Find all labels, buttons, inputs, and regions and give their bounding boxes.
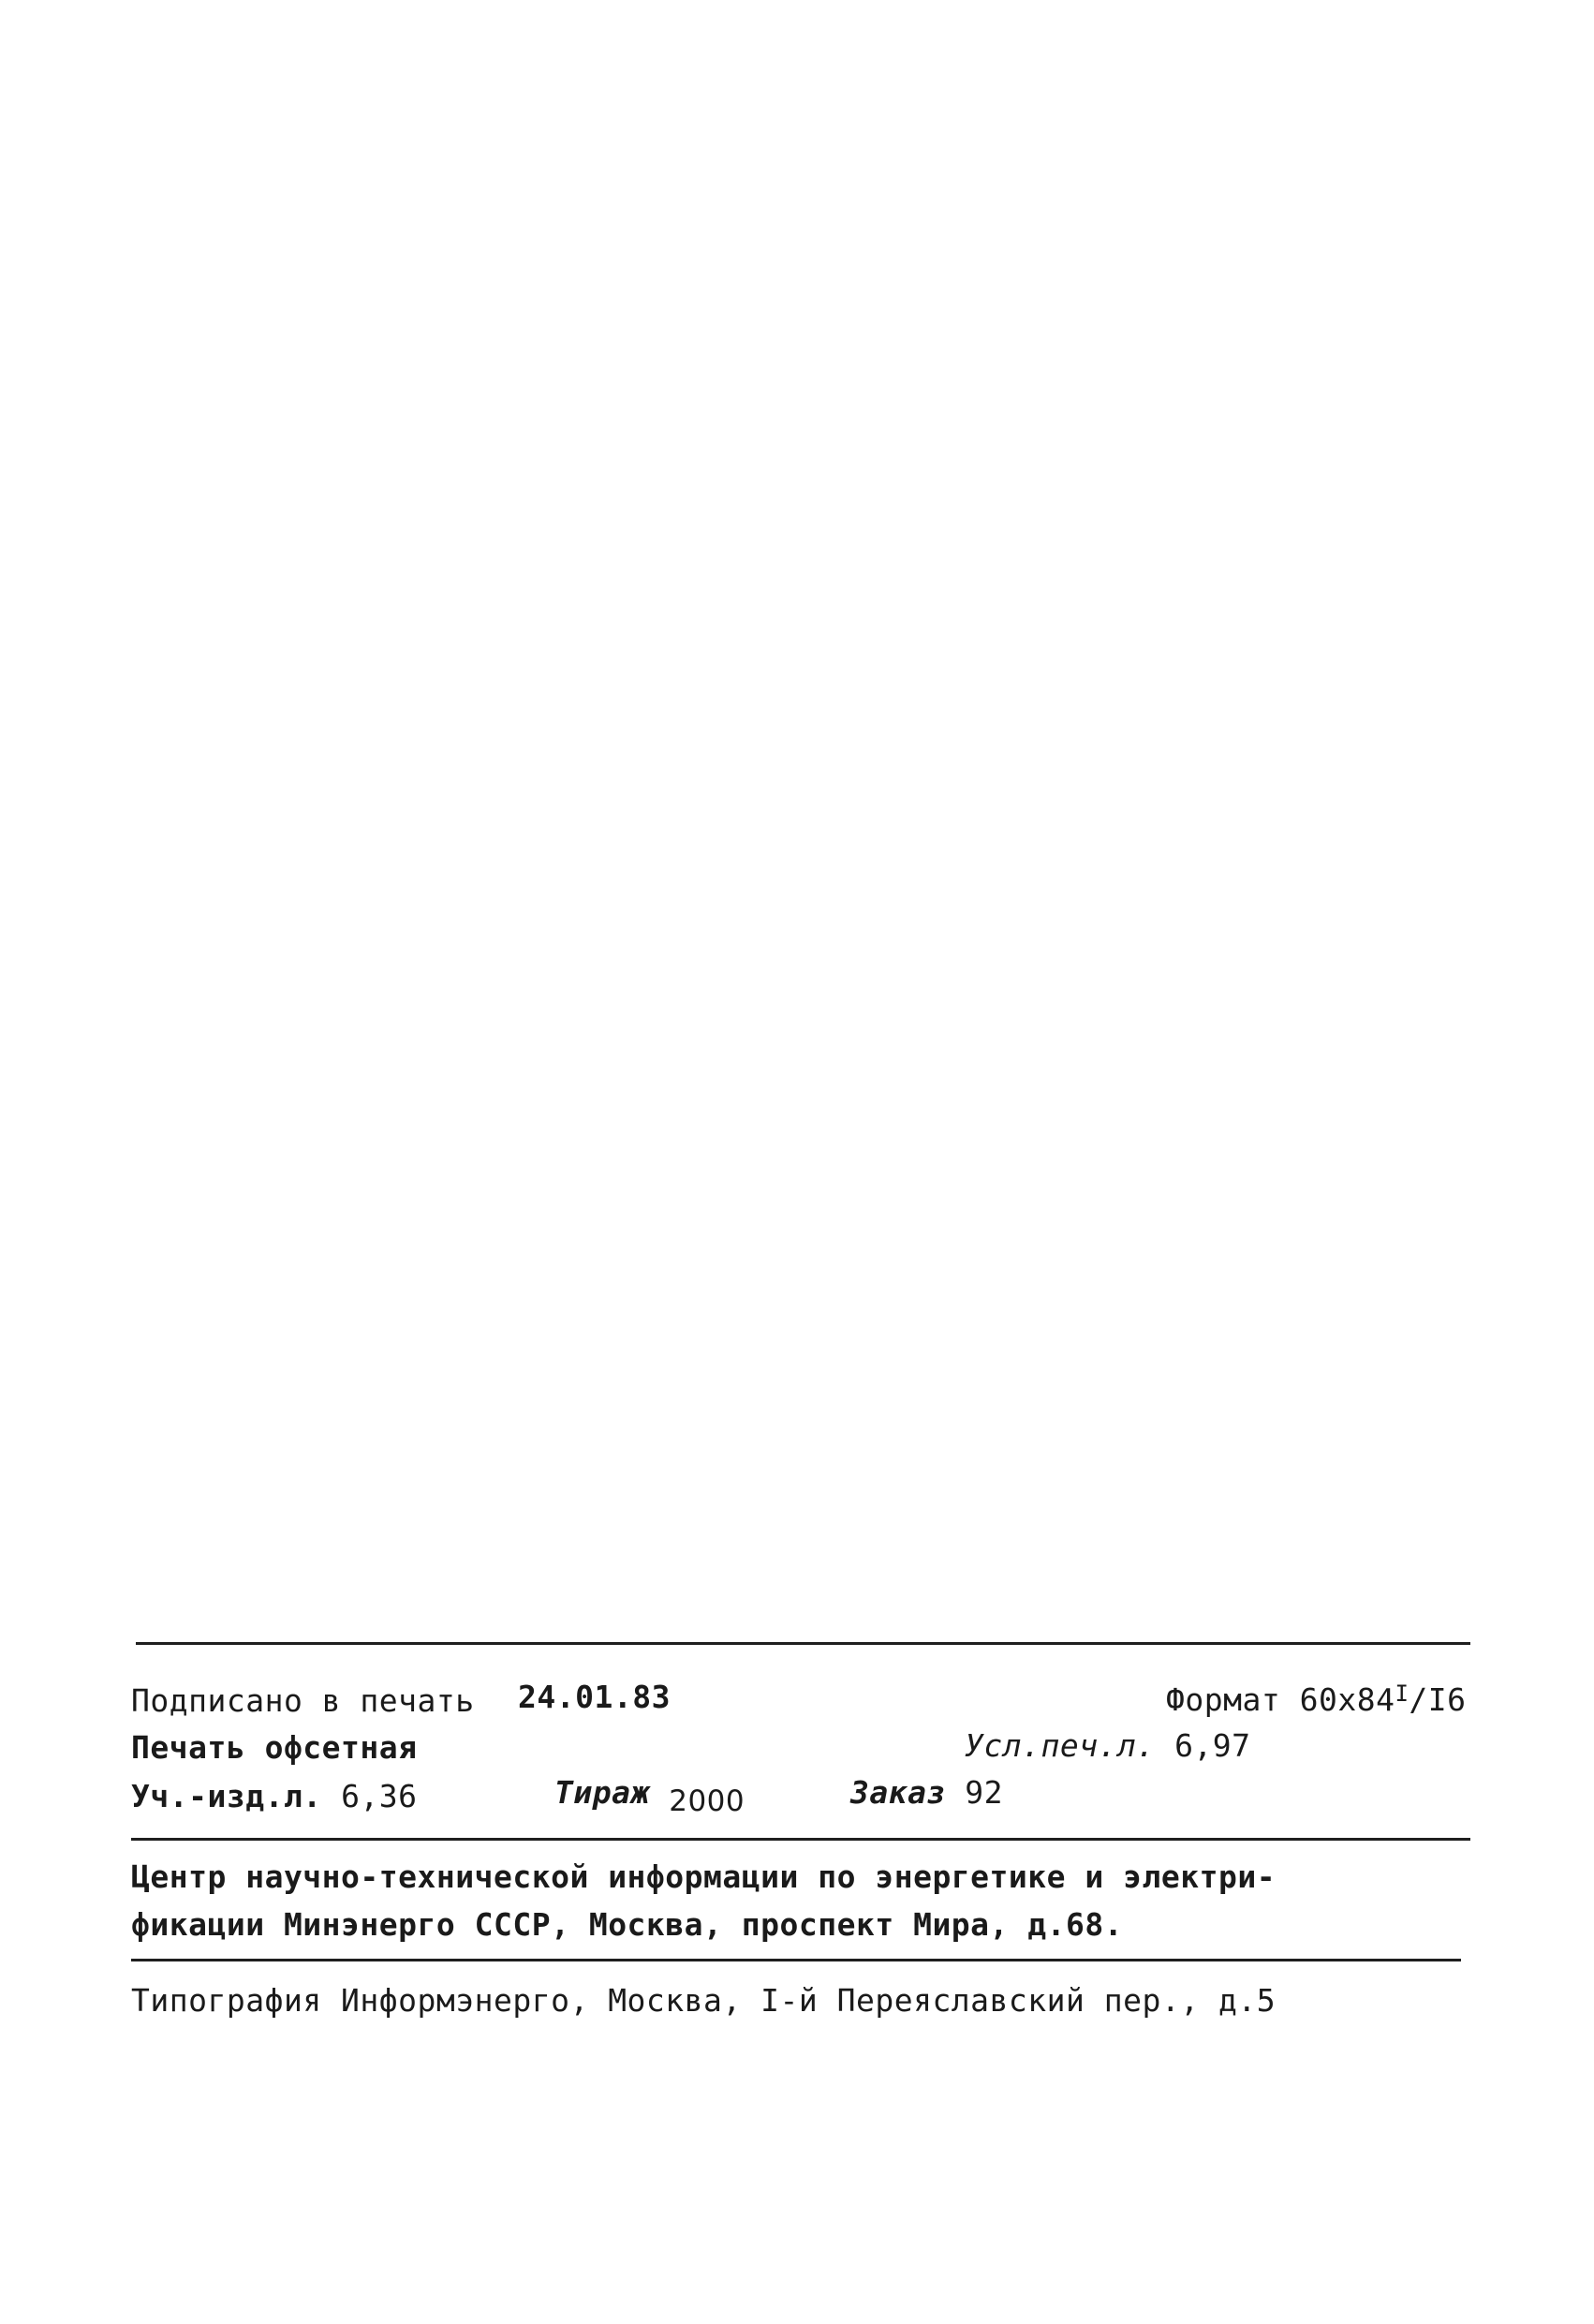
order-label: Заказ	[850, 1774, 946, 1811]
print-type: Печать офсетная	[131, 1729, 418, 1766]
circulation-field	[554, 1774, 745, 1818]
order-field	[850, 1774, 1003, 1812]
cond-sheets-value: 6,97	[1174, 1727, 1251, 1764]
signed-label: Подписано в печать	[131, 1682, 475, 1719]
bottom-rule	[131, 1959, 1461, 1961]
format-label: Формат	[1166, 1681, 1281, 1718]
cond-sheets-label: Усл.печ.л.	[965, 1727, 1156, 1764]
pub-sheets-value: 6,36	[341, 1778, 418, 1814]
order-value: 92	[965, 1774, 1003, 1811]
format-field	[1166, 1681, 1467, 1719]
format-sup: I	[1395, 1680, 1410, 1707]
printer-line: Типография Информэнерго, Москва, I-й Переяславский пер., д.5	[131, 1982, 1277, 2019]
top-rule	[136, 1642, 1470, 1645]
publisher-line-1: Центр научно-технической информации по энергетике и электри-	[131, 1858, 1277, 1895]
middle-rule	[131, 1838, 1470, 1841]
circulation-label: Тираж	[554, 1774, 650, 1811]
cond-sheets-field	[965, 1727, 1251, 1765]
publisher-line-2: фикации Минэнерго СССР, Москва, проспект Мира, д.68.	[131, 1906, 1124, 1943]
pub-sheets-label: Уч.-изд.л.	[131, 1778, 322, 1814]
format-value: 60х84	[1299, 1681, 1395, 1718]
format-tail: /I6	[1409, 1681, 1467, 1718]
pub-sheets-field	[131, 1778, 418, 1815]
circulation-value: 2000	[669, 1784, 745, 1818]
signed-date: 24.01.83	[518, 1679, 671, 1715]
